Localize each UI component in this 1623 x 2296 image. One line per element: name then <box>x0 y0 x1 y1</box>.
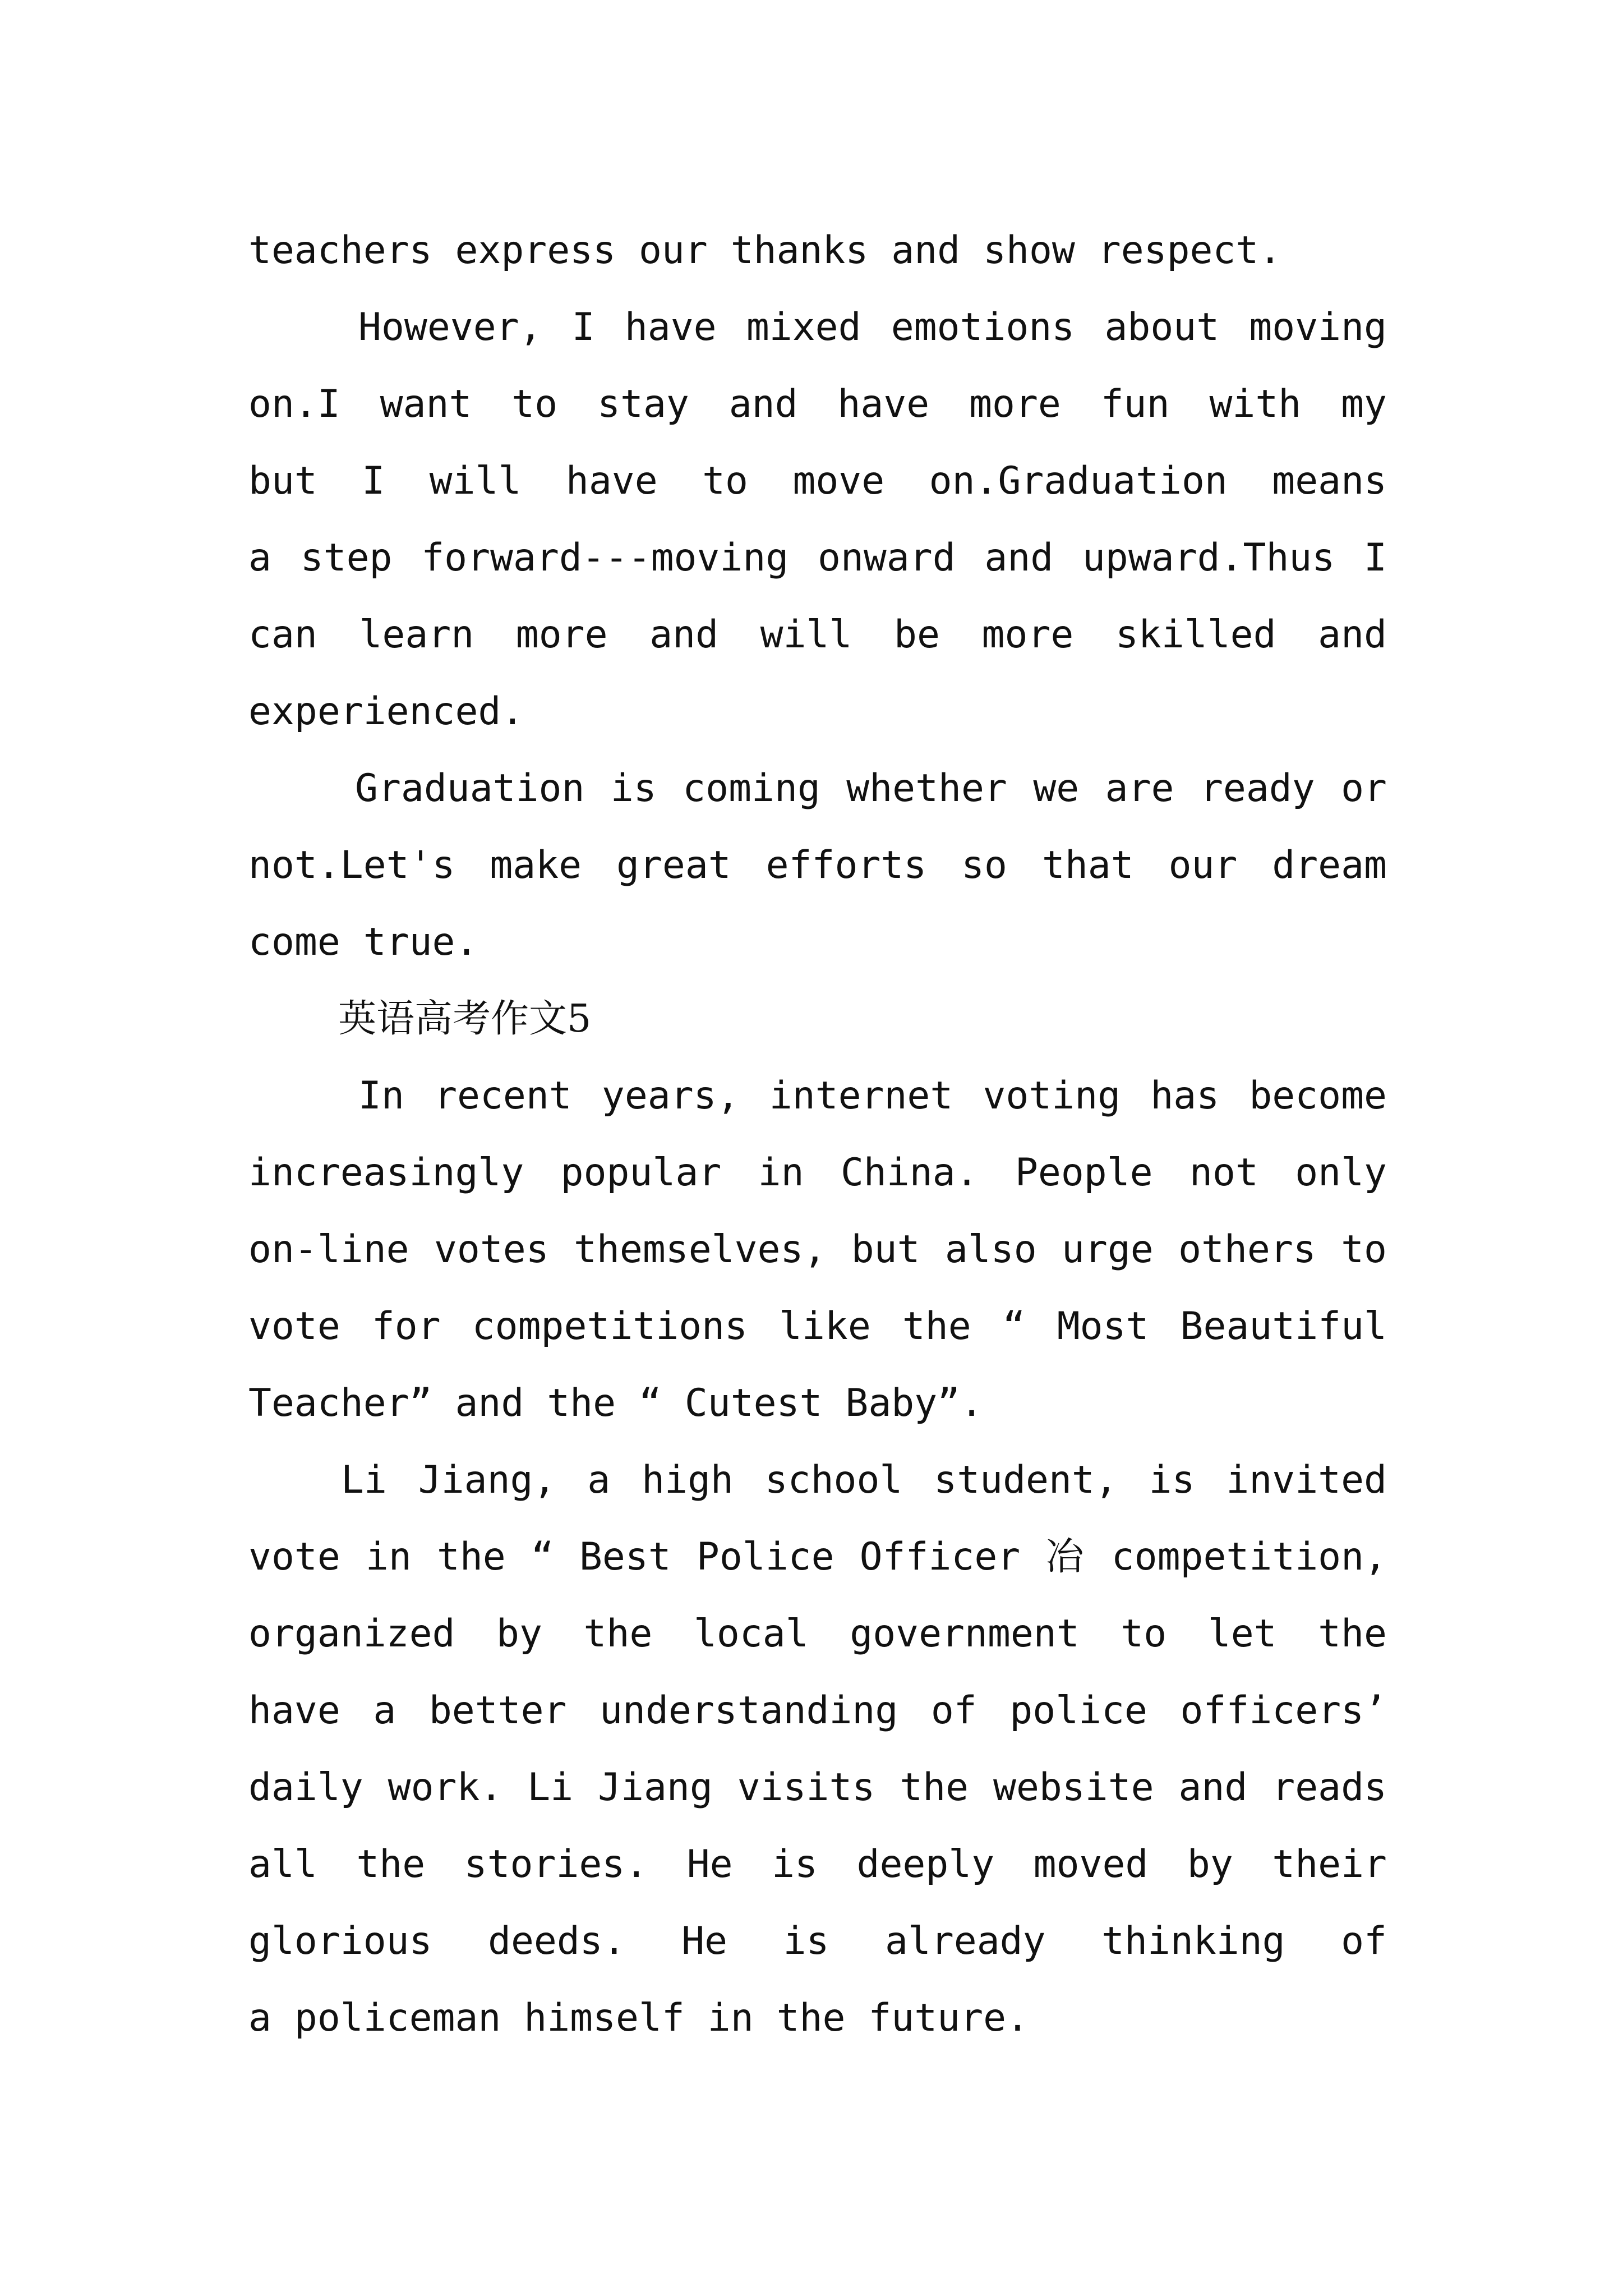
text-line: not.Let's make great efforts so that our dream <box>248 843 1387 887</box>
text-line: experienced. <box>248 689 524 734</box>
paragraph <box>248 289 1387 750</box>
text-line: a policeman himself in the future. <box>248 1996 1029 2040</box>
text-line: In recent years, internet voting has become <box>358 1074 1387 1118</box>
text-line: vote for competitions like the “ Most Beautiful <box>248 1304 1387 1349</box>
paragraph <box>248 1442 1387 2056</box>
text-line: Li Jiang, a high school student, is invited <box>341 1458 1387 1502</box>
section-heading <box>248 981 1387 1057</box>
text-line: organized by the local government to let the <box>248 1612 1387 1656</box>
text-line: but I will have to move on.Graduation means <box>248 459 1387 503</box>
essay-body <box>248 212 1387 2056</box>
paragraph <box>248 750 1387 981</box>
text-line: on.I want to stay and have more fun with my <box>248 382 1387 426</box>
text-line: all the stories. He is deeply moved by their <box>248 1842 1387 1887</box>
text-line: come true. <box>248 920 478 964</box>
text-line: have a better understanding of police officers’ <box>248 1688 1387 1733</box>
paragraph <box>248 212 1387 289</box>
text-line: However, I have mixed emotions about moving <box>358 305 1387 349</box>
text-line: Graduation is coming whether we are ready or <box>355 766 1387 811</box>
text-line: on-line votes themselves, but also urge others to <box>248 1227 1387 1272</box>
text-line: vote in the “ Best Police Officer 冶 competition, <box>248 1535 1387 1579</box>
paragraph <box>248 1057 1387 1442</box>
text-line: increasingly popular in China. People not only <box>248 1151 1387 1195</box>
section-heading-text: 英语高考作文5 <box>338 997 592 1041</box>
text-line: daily work. Li Jiang visits the website and reads <box>248 1765 1387 1810</box>
text-line: a step forward---moving onward and upward.Thus I <box>248 536 1387 580</box>
text-line: teachers express our thanks and show respect. <box>248 228 1282 273</box>
text-line: glorious deeds. He is already thinking of <box>248 1919 1387 1963</box>
text-line: can learn more and will be more skilled and <box>248 613 1387 657</box>
text-line: Teacher” and the “ Cutest Baby”. <box>248 1381 984 1425</box>
